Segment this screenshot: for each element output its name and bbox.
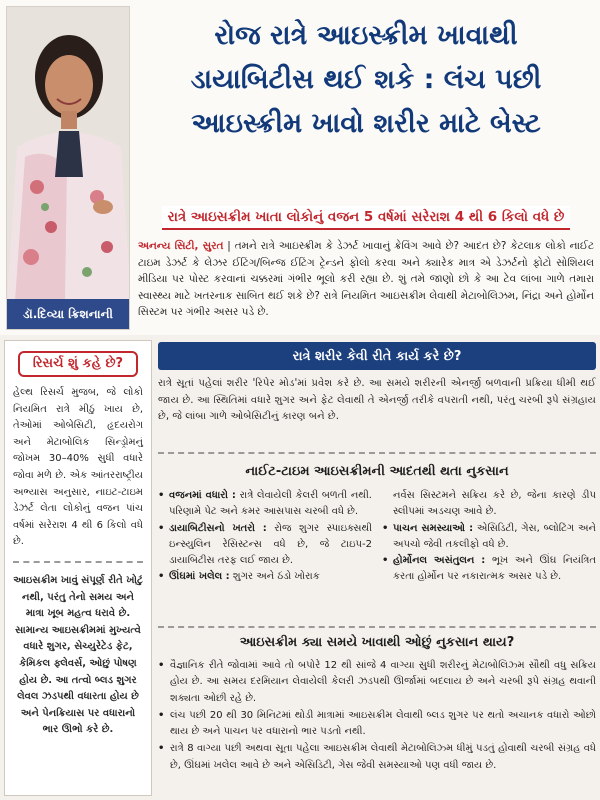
harm-item (158, 569, 372, 585)
harm-item (382, 553, 596, 586)
harm-item (158, 521, 372, 570)
lead-text: | તમને રાત્રે આઇસ્ક્રીમ કે ડેઝર્ટ ખાવાનું ક્રેવિંગ આવે છે? આદત છે? કેટલાક લોકો નાઈટ ટાઇમ ડેઝર્ટ કે લેઝર ઈટિંગ/બિન્જ ઈટિંગ ટ્રેન્ડને ફોલો કરવા અને ક્યારેક માત્ર એ ડેઝર્ટનો ફોટો સોશિયલ મીડિયા પર પોસ્ટ કરવાનાં ચક્કરમાં ગંભીર ભૂલો કરી રહ્યા છે. શું તમે જાણો છો કે આ ટેવ લાંબા ગાળે તમારા સ્વાસ્થ્ય માટે ખતરનાક સાબિત થઈ શકે છે? રાત્રે નિયમિત આઇસક્રીમ લેવાથી મેટાબોલિઝમ, નિંદ્રા અને હોર્મોન સિસ્ટમ પર ગંભીર અસર પડે છે. (138, 240, 595, 318)
harm-item-text: શુગર અને ઠંડો ખોરાક (229, 571, 320, 583)
time-section-title: આઇસક્રીમ ક્યા સમયે ખાવાથી ઓછું નુકસાન થાય? (239, 635, 515, 650)
harm-item-lead: હોર્મોનલ અસંતુલન : (393, 555, 486, 567)
research-title: રિસર્ચ શું કહે છે? (18, 351, 138, 377)
harm-columns (158, 488, 596, 586)
time-list-item: • રાત્રે 8 વાગ્યા પછી અથવા સૂતા પહેલા આઇસક્રીમ લેવાથી મેટાબોલિઝ્મ ધીમું પડતું હોવાથી ચરબી સંગ્રહ વધે છે, ઊંઘમાં ખલેલ આવે છે અને એસિડિટી, ગેસ જેવી સમસ્યાઓ પણ વધી જાય છે. (158, 741, 596, 774)
harm-section-title: નાઈટ-ટાઇમ આઇસક્રીમની આદતથી થતા નુકસાન (245, 464, 509, 479)
subhead-wrap (138, 204, 594, 232)
author-portrait-illustration (7, 7, 130, 330)
harm-column-right (382, 488, 596, 586)
dateline: અનન્ય સિટી, સુરત (138, 240, 224, 252)
time-list-item: • લંચ પછી 20 થી 30 મિનિટમાં થોડી માત્રામાં આઇસક્રીમ લેવાથી બ્લડ શુગર પર થતો અચાનક વધારો ઓછો થાય છે અને પાચન પર વધારાનો ભાર પડતો નથી. (158, 708, 596, 741)
harm-item-text: રાત્રે લેવાયેલી કેલરી બળતી નથી. પરિણામે પેટ અને કમર આસપાસ ચરબી વધે છે. (169, 490, 372, 518)
harm-item-lead: પાચન સમસ્યાઓ : (393, 522, 474, 534)
section-divider (158, 626, 596, 628)
research-body: હેલ્થ રિસર્ચ મુજબ, જે લોકો નિયમિત રાત્રે મીઠું ખાય છે, તેઓમાં ઓબેસિટી, હૃદયરોગ અને મેટાબોલિક સિન્ડ્રોમનું જોખમ 30–40% સુધી વધારે જોવા મળે છે. એક આંતરરાષ્ટ્રીય અભ્યાસ અનુસાર, નાઇટ-ટાઇમ ડેઝર્ટ લેતા લોકોનું વજન પાંચ વર્ષમાં સરેરાશ 4 થી 6 કિલો વધે છે. (13, 387, 143, 548)
headline (138, 14, 594, 146)
main-column (158, 340, 596, 796)
article-top (0, 0, 600, 335)
harm-item (158, 488, 372, 521)
harm-item-lead: ઊંઘમાં ખલેલ : (169, 571, 230, 583)
harm-item-lead: વજનમાં વધારો : (169, 490, 236, 501)
section-divider (158, 452, 596, 454)
author-photo (6, 6, 130, 330)
harm-item-text: એસિડિટી, ગેસ, બ્લોટિંગ અને અપચો જેવી તકલીફો વધે છે. (393, 522, 596, 550)
harm-column-left (158, 488, 372, 586)
subheadline: રાત્રે આઇસક્રીમ ખાતા લોકોનું વજન 5 વર્ષમાં સરેરાશ 4 થી 6 કિલો વધે છે (162, 206, 571, 230)
harm-item-text: ભૂખ અને ઊંઘ નિયંત્રિત કરતા હોર્મોન પર નકારાત્મક અસર પડે છે. (393, 555, 596, 583)
time-list-item: • વૈજ્ઞાનિક રીતે જોવામાં આવે તો બપોરે 12 થી સાંજે 4 વાગ્યા સુધી શરીરનું મેટાબોલિઝ્મ સૌથી વધુ સક્રિય હોય છે. આ સમય દરમિયાન લેવાયેલી કેલરી ઝડપથી ઊર્જામાં બદલાય છે અને ચરબી રૂપે સંગ્રહ થવાની શક્યતા ઓછી રહે છે. (158, 658, 596, 707)
lead-paragraph (138, 238, 594, 321)
research-sidebar (4, 340, 152, 796)
sidebar-divider (13, 561, 143, 563)
harm-item-lead: ડાયાબિટીસનો ખતરો : (169, 522, 267, 534)
harm-item-continuation: નર્વસ સિસ્ટમને સક્રિય કરે છે, જેના કારણે ડીપ સ્લીપમાં અડચણ આવે છે. (393, 490, 596, 518)
headline-line-1: રોજ રાત્રે આઇસ્ક્રીમ ખાવાથી (214, 20, 518, 51)
author-caption: ડૉ.દિવ્યા ક્રિશનાની (7, 299, 129, 329)
harm-item (382, 521, 596, 554)
harm-item-text: રોજ શુગર સ્પાઇક્સથી ઇન્સ્યુલિન રેસિસ્ટન્સ વધે છે, જે ટાઇપ-2 ડાયાબિટીસ તરફ લઈ જાય છે. (169, 522, 372, 567)
section-header-body-function: રાત્રે શરીર કેવી રીતે કાર્ય કરે છે? (158, 342, 596, 370)
body-paragraph: રાત્રે સૂતાં પહેલાં શરીર 'રિપેર મોડ'માં પ્રવેશ કરે છે. આ સમયે શરીરની એનર્જી બળવાની પ્રક્રિયા ધીમી થઈ જાય છે. આ સ્થિતિમાં વધારે શુગર અને ફેટ લેવાથી તે એનર્જી તરીકે વપરાતી નથી, પરંતુ ચરબી રૂપે સંગ્રહાય છે, જે લાંબા ગાળે ઓબેસિટીનું કારણ બને છે. (158, 378, 596, 422)
headline-line-3: આઇસ્ક્રીમ ખાવો શરીર માટે બેસ્ટ (191, 108, 541, 139)
headline-line-2: ડાયાબિટીસ થઈ શકે : લંચ પછી (190, 64, 542, 95)
time-list (158, 658, 596, 775)
sidebar-note: આઇસક્રીમ ખાવું સંપૂર્ણ રીતે ખોટું નથી, પરંતુ તેનો સમય અને માત્રા ખૂબ મહત્વ ધરાવે છે. સામાન્ય આઇસક્રીમમાં મુખ્યત્વે વધારે શુગર, સેચ્યુરેટેડ ફેટ, કેમિકલ ફ્લેવર્સ, ઓછું પોષણ હોય છે. આ તત્વો બ્લડ શુગર લેવલ ઝડપથી વધારતા હોય છે અને પેનક્રિયાસ પર વધારાનો ભાર ઊભો કરે છે. (13, 574, 143, 736)
